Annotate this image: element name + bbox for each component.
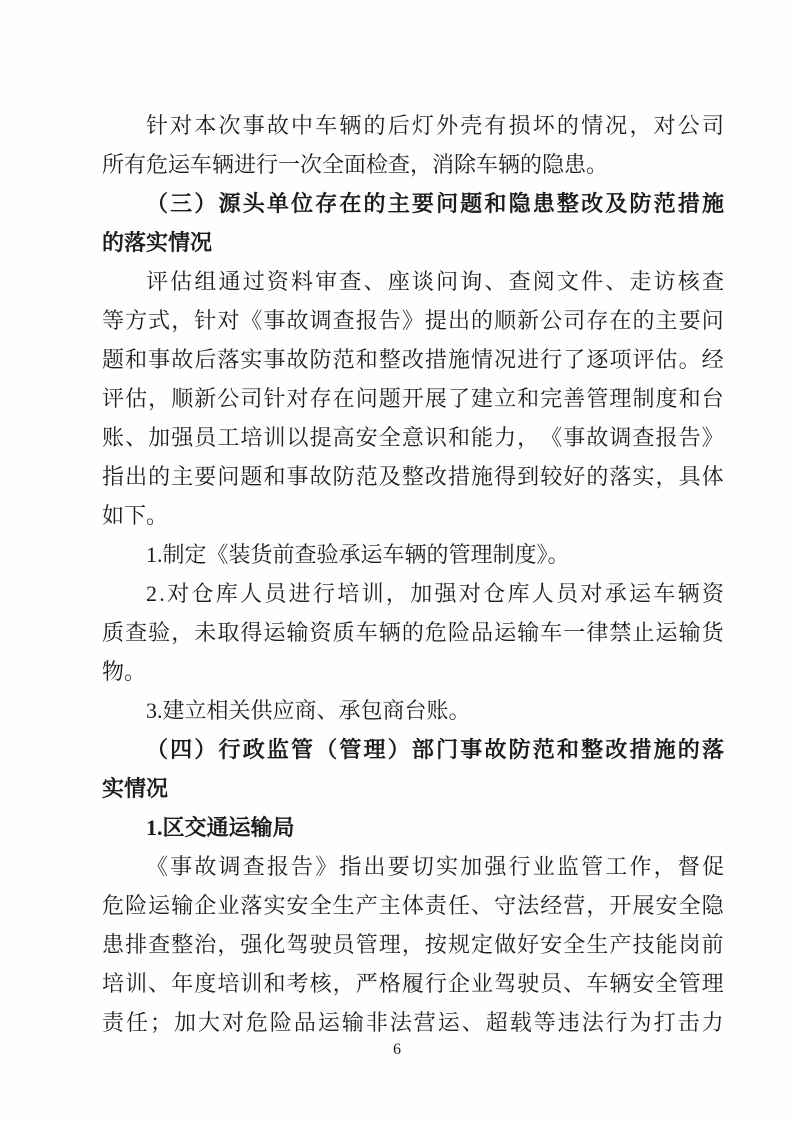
- text-line: 账 、 加 强 员 工 培 训 以 提 高 安 全 意 识 和 能 力 ， 《 事 故 调 查 报 告 》: [102, 425, 724, 450]
- text-line: 1.制定《装货前查验承运车辆的管理制度》。: [146, 542, 570, 567]
- text-line: 物。: [102, 659, 147, 684]
- text-line: 2 . 对 仓 库 人 员 进 行 培 训 ， 加 强 对 仓 库 人 员 对 承 运 车 辆 资: [146, 581, 724, 606]
- text-line: 题 和 事 故 后 落 实 事 故 防 范 和 整 改 措 施 情 况 进 行 了 逐 项 评 估 。 经: [102, 347, 724, 372]
- text-line: 的落实情况: [102, 230, 213, 255]
- document-body: [102, 106, 724, 1042]
- text-line: 3.建立相关供应商、承包商台账。: [146, 698, 471, 723]
- text-line: 责 任 ； 加 大 对 危 险 品 运 输 非 法 营 运 、 超 载 等 违 法 行 为 打 击 力: [102, 1010, 724, 1035]
- text-line: 培 训 、 年 度 培 训 和 考 核 ， 严 格 履 行 企 业 驾 驶 员 、 车 辆 安 全 管 理: [102, 971, 724, 996]
- text-line: 质 查 验 ， 未 取 得 运 输 资 质 车 辆 的 危 险 品 运 输 车 一 律 禁 止 运 输 货: [102, 620, 724, 645]
- text-line: 所有危运车辆进行一次全面检查，消除车辆的隐患。: [102, 152, 609, 177]
- text-line: 评 估 组 通 过 资 料 审 查 、 座 谈 问 询 、 查 阅 文 件 、 走 访 核 查: [146, 269, 724, 294]
- text-line: 针 对 本 次 事 故 中 车 辆 的 后 灯 外 壳 有 损 坏 的 情 况 ， 对 公 司: [146, 113, 724, 138]
- text-line: 实情况: [102, 776, 169, 801]
- text-line: 如下。: [102, 503, 169, 528]
- text-line: 《 事 故 调 查 报 告 》 指 出 要 切 实 加 强 行 业 监 管 工 作 ， 督 促: [146, 854, 724, 879]
- text-line: 等 方 式 ， 针 对 《 事 故 调 查 报 告 》 提 出 的 顺 新 公 司 存 在 的 主 要 问: [102, 308, 724, 333]
- text-line: 危 险 运 输 企 业 落 实 安 全 生 产 主 体 责 任 、 守 法 经 营 ， 开 展 安 全 隐: [102, 893, 724, 918]
- text-line: （ 三 ） 源 头 单 位 存 在 的 主 要 问 题 和 隐 患 整 改 及 防 范 措 施: [146, 191, 724, 216]
- page-number: 6: [393, 1041, 401, 1058]
- text-line: （ 四 ） 行 政 监 管 （ 管 理 ） 部 门 事 故 防 范 和 整 改 措 施 的 落: [146, 737, 724, 762]
- text-line: 指 出 的 主 要 问 题 和 事 故 防 范 及 整 改 措 施 得 到 较 好 的 落 实 ， 具 体: [102, 464, 724, 489]
- text-line: 评 估 ， 顺 新 公 司 针 对 存 在 问 题 开 展 了 建 立 和 完 善 管 理 制 度 和 台: [102, 386, 724, 411]
- text-line: 患 排 查 整 治 ， 强 化 驾 驶 员 管 理 ， 按 规 定 做 好 安 全 生 产 技 能 岗 前: [102, 932, 724, 957]
- text-line: 1.区交通运输局: [146, 815, 295, 840]
